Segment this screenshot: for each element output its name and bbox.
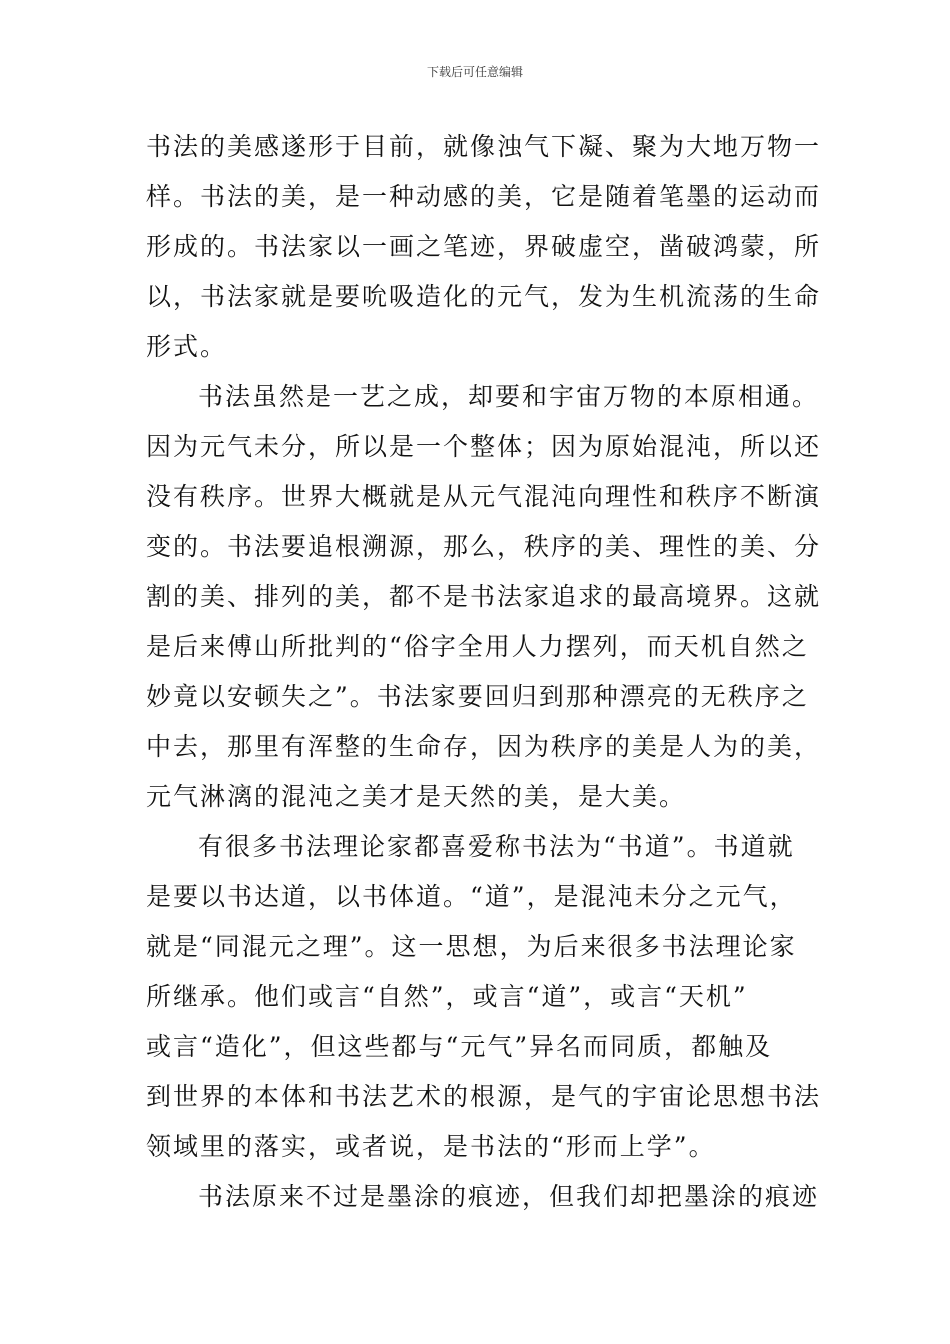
text-line: 就是“同混元之理”。这一思想，为后来很多书法理论家 (146, 932, 797, 961)
text-line: 领域里的落实，或者说，是书法的“形而上学”。 (146, 1132, 716, 1161)
text-line: 所继承。他们或言“自然”，或言“道”，或言“天机” (146, 982, 748, 1011)
page-header: 下载后可任意编辑 (426, 65, 523, 79)
text-line: 元气淋漓的混沌之美才是天然的美，是大美。 (146, 782, 687, 811)
text-line: 以，书法家就是要吮吸造化的元气，发为生机流荡的生命 (146, 282, 822, 311)
text-line: 样。书法的美，是一种动感的美，它是随着笔墨的运动而 (146, 182, 822, 211)
text-line: 书法原来不过是墨涂的痕迹，但我们却把墨涂的痕迹 (198, 1182, 820, 1211)
text-line: 或言“造化”，但这些都与“元气”异名而同质，都触及 (146, 1032, 773, 1061)
text-line: 到世界的本体和书法艺术的根源，是气的宇宙论思想书法 (146, 1082, 822, 1111)
text-line: 中去，那里有浑整的生命存，因为秩序的美是人为的美， (146, 732, 822, 761)
text-line: 书法的美感遂形于目前，就像浊气下凝、聚为大地万物一 (146, 132, 822, 161)
text-line: 形成的。书法家以一画之笔迹，界破虚空，凿破鸿蒙，所 (146, 232, 822, 261)
text-line: 是后来傅山所批判的“俗字全用人力摆列，而天机自然之 (146, 632, 809, 661)
text-line: 形式。 (146, 332, 228, 361)
text-line: 没有秩序。世界大概就是从元气混沌向理性和秩序不断演 (146, 482, 822, 511)
text-line: 是要以书达道，以书体道。“道”，是混沌未分之元气， (146, 882, 797, 911)
text-line: 因为元气未分，所以是一个整体；因为原始混沌，所以还 (146, 432, 822, 461)
text-line: 割的美、排列的美，都不是书法家追求的最高境界。这就 (146, 582, 822, 611)
text-line: 有很多书法理论家都喜爱称书法为“书道”。书道就 (198, 832, 795, 861)
text-line: 妙竟以安顿失之”。书法家要回归到那种漂亮的无秩序之 (146, 682, 809, 711)
text-line: 书法虽然是一艺之成，却要和宇宙万物的本原相通。 (198, 382, 820, 411)
text-line: 变的。书法要追根溯源，那么，秩序的美、理性的美、分 (146, 532, 822, 561)
